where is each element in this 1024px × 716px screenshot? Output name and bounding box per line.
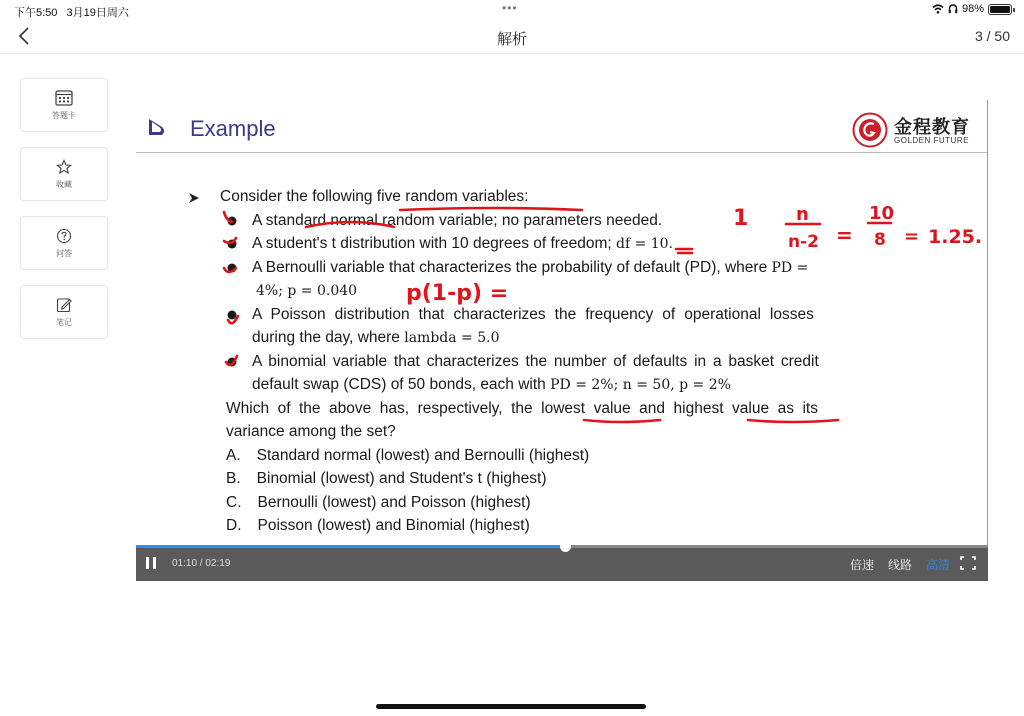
pause-icon-bar-right: [153, 557, 156, 569]
star-icon: [56, 159, 72, 175]
bullet-2-formula: df = 10: [615, 236, 669, 252]
sidebar-item-notes[interactable]: [20, 285, 108, 339]
option-letter: B.: [226, 470, 241, 487]
slide-title: Example: [190, 116, 276, 141]
status-right: [932, 3, 1012, 15]
bullet-4-main: during the day, where: [252, 329, 405, 346]
bullet-5-line1: A binomial variable that characterizes the number of defaults in a basket credit: [252, 353, 819, 370]
page-counter: 3 / 50: [974, 28, 1010, 44]
question-line2: variance among the set?: [226, 423, 396, 440]
home-indicator[interactable]: [376, 704, 646, 709]
bullet-2-main: A student's t distribution with 10 degrees of freedom;: [252, 235, 616, 252]
fullscreen-icon[interactable]: [960, 556, 976, 570]
option-text: Poisson (lowest) and Binomial (highest): [257, 517, 530, 534]
playback-time: 01:10 / 02:19: [172, 558, 231, 569]
speed-button[interactable]: 倍速: [850, 558, 875, 572]
status-time: 下午5:50: [14, 7, 58, 19]
sidebar-item-favorite[interactable]: [20, 147, 108, 201]
progress-knob[interactable]: [560, 541, 571, 552]
quality-button[interactable]: 高清: [926, 558, 951, 572]
pause-icon-bar-left: [146, 557, 149, 569]
status-left: [14, 4, 135, 20]
intro-text: Consider the following five random variables:: [220, 188, 529, 205]
slide-border: [987, 100, 988, 581]
status-date: 3月19日周六: [66, 7, 129, 19]
video-slide[interactable]: [136, 100, 988, 548]
option-text: Binomial (lowest) and Student's t (highest): [256, 470, 547, 487]
logo-chinese: 金程教育: [894, 117, 970, 138]
handwritten-frac-num: n: [796, 204, 809, 225]
video-controls: [136, 545, 988, 581]
option-letter: C.: [226, 494, 242, 511]
logo-english: GOLDEN FUTURE: [894, 136, 969, 145]
sidebar-item-label: 笔记: [56, 317, 72, 327]
handwritten-frac2-num: 10: [869, 203, 895, 224]
handwritten-result: 1.25.: [928, 226, 983, 248]
wifi-icon: [932, 4, 944, 14]
pause-button[interactable]: [144, 556, 160, 572]
battery-fill: [990, 6, 1010, 13]
bullet-3-line2: 4%; p = 0.040: [256, 283, 358, 299]
handwritten-eq1: =: [836, 223, 853, 247]
sidebar-item-label: 收藏: [56, 179, 72, 189]
bullet-4-line1: A Poisson distribution that characterizes the frequency of operational losses: [252, 306, 814, 323]
note-icon: [56, 297, 72, 313]
sidebar-item-answer-card[interactable]: [20, 78, 108, 132]
bullet-2-period: .: [668, 235, 673, 252]
sidebar-item-label: 问答: [56, 248, 72, 258]
handwritten-eq2: =: [904, 226, 920, 247]
bullet-3-pd: PD =: [771, 260, 809, 276]
bullet-5-main: default swap (CDS) of 50 bonds, each with: [252, 376, 551, 393]
page-title: 解析: [496, 31, 527, 48]
bullet-5-formula: PD = 2%; n = 50, p = 2%: [550, 377, 731, 393]
option-letter: D.: [226, 517, 242, 534]
question-line1: Which of the above has, respectively, the lowest value and highest value as its: [226, 400, 818, 417]
option-text: Standard normal (lowest) and Bernoulli (highest): [256, 447, 590, 464]
handwritten-bernoulli-variance: p(1-p) =: [406, 281, 509, 306]
bullet-4-formula: lambda = 5.0: [404, 330, 500, 346]
sidebar-item-qa[interactable]: [20, 216, 108, 270]
handwritten-frac-den: n-2: [788, 232, 819, 252]
headphones-icon: [948, 4, 958, 14]
sidebar-item-label: 答题卡: [52, 110, 76, 120]
answer-card-icon: [55, 90, 73, 106]
battery-percent: 98%: [961, 3, 984, 15]
bullet-3-main: A Bernoulli variable that characterizes the probability of default (PD), where: [252, 259, 772, 276]
nav-bar: [0, 20, 1024, 54]
bullet-1-text: A standard normal random variable; no parameters needed.: [252, 212, 663, 229]
option-text: Bernoulli (lowest) and Poisson (highest): [257, 494, 531, 511]
option-letter: A.: [226, 447, 241, 464]
handwriting-layer: [136, 100, 988, 548]
battery-icon: [988, 4, 1012, 15]
question-icon: [56, 228, 72, 244]
multitask-dots[interactable]: •••: [502, 1, 518, 15]
progress-fill: [136, 545, 565, 548]
handwritten-one: 1: [733, 206, 749, 231]
route-button[interactable]: 线路: [888, 558, 913, 572]
handwritten-frac2-den: 8: [874, 230, 886, 250]
status-bar: [0, 0, 1024, 20]
